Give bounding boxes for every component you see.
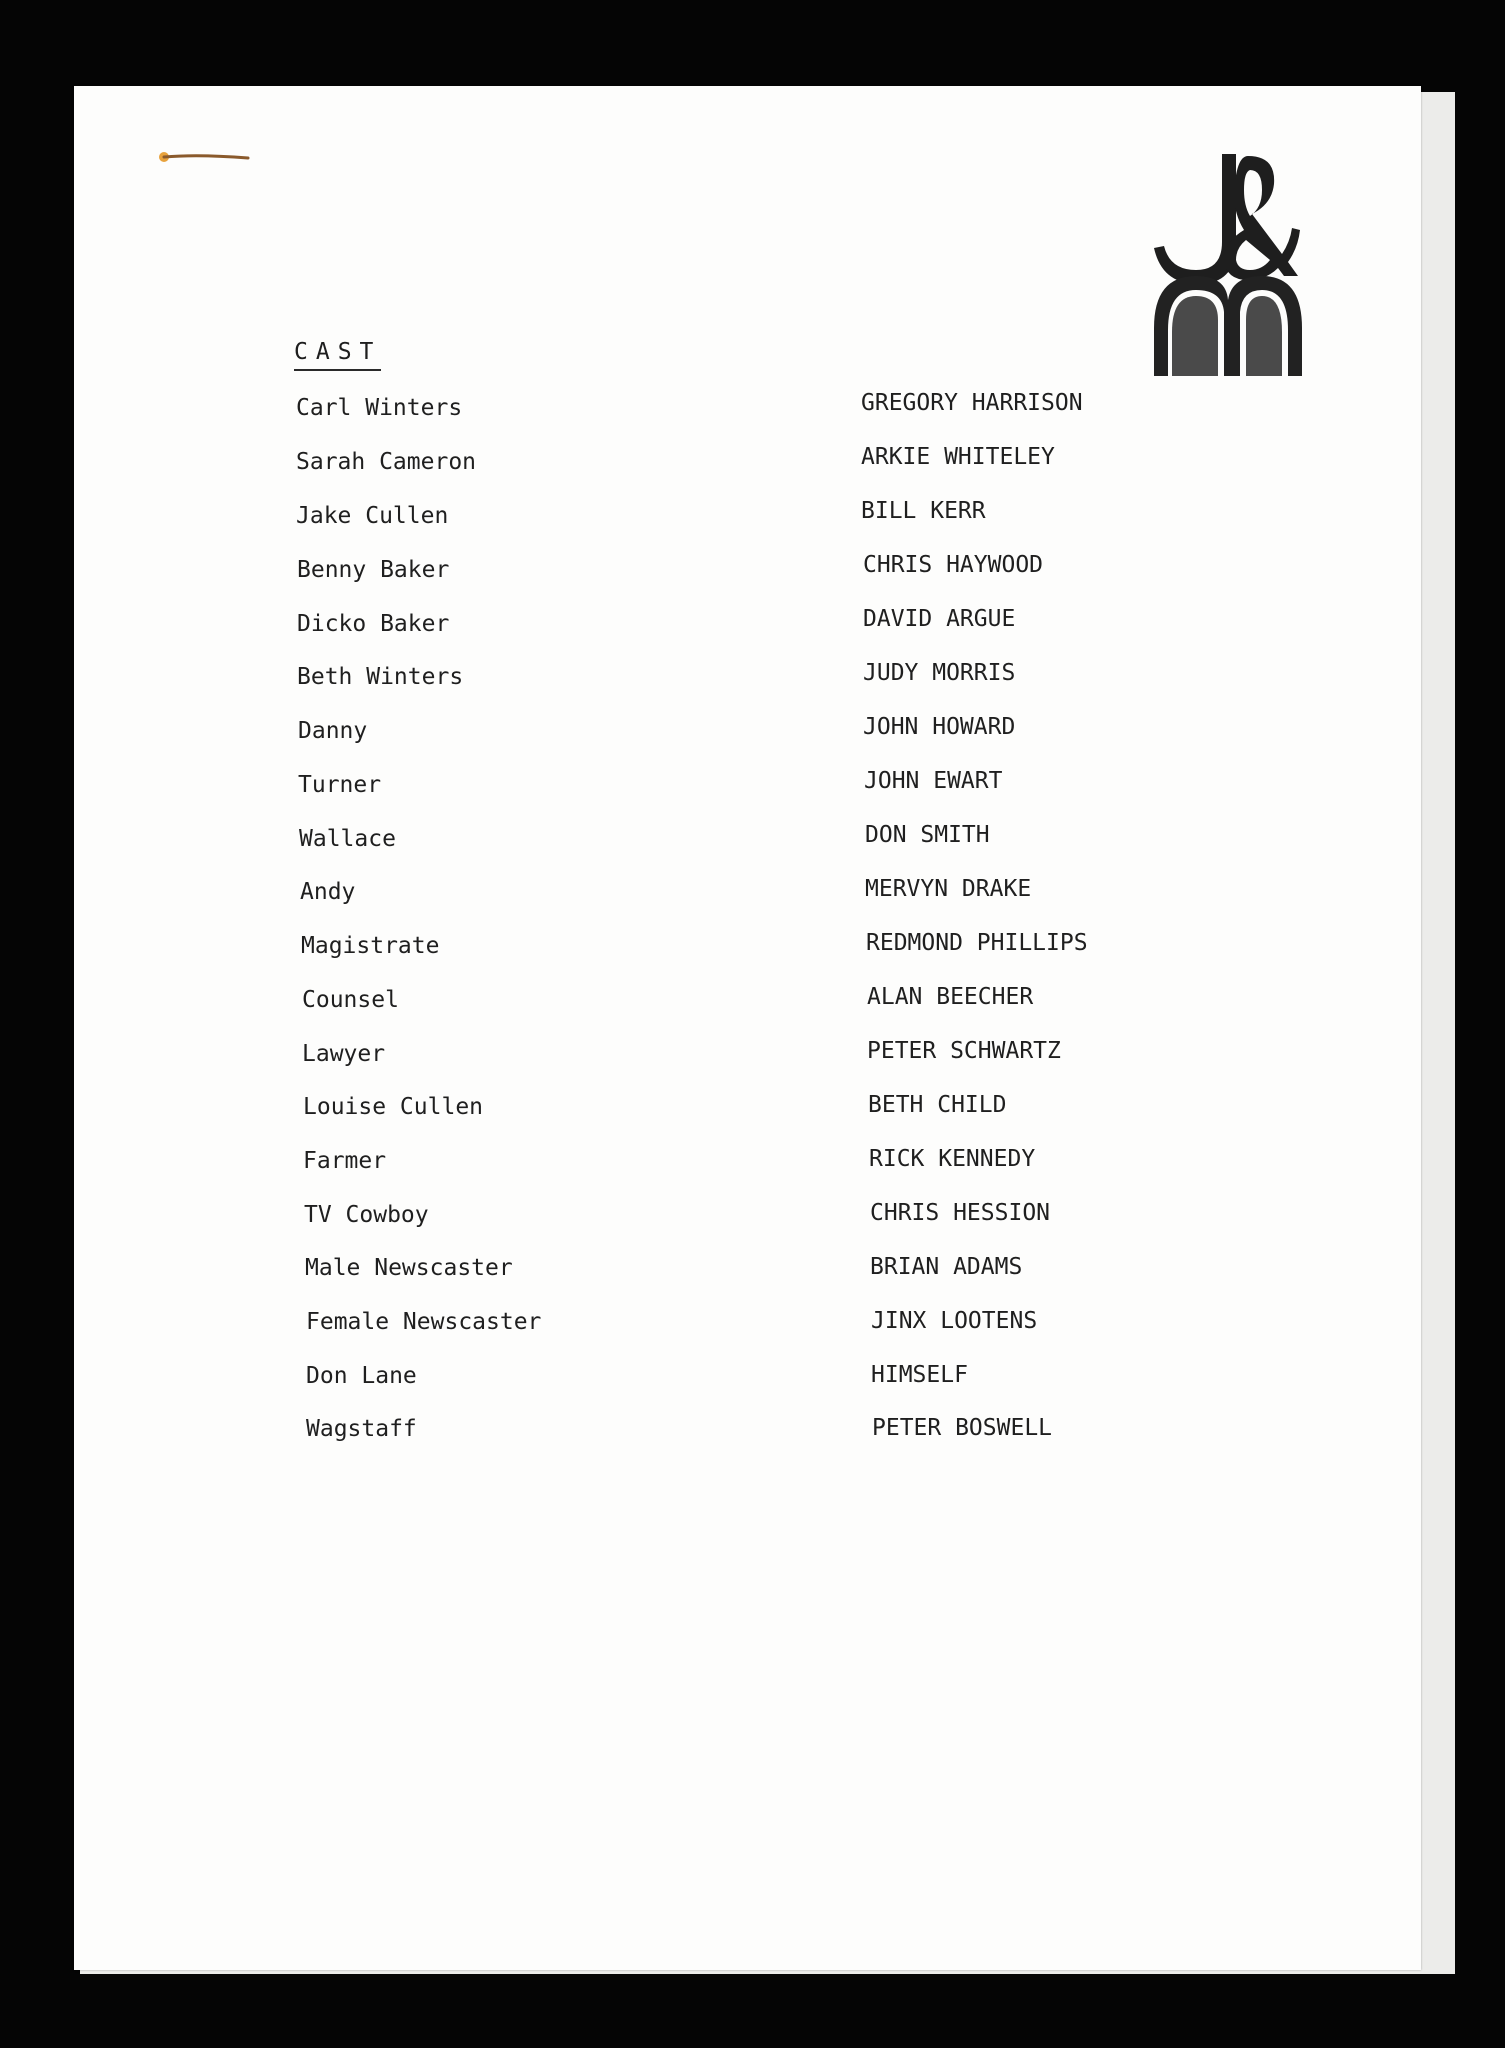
actor-name: BETH CHILD [868,1092,1007,1118]
actor-name: RICK KENNEDY [869,1146,1036,1172]
cast-row [305,1253,1205,1287]
actor-name: BRIAN ADAMS [870,1254,1023,1280]
cast-row [302,1039,1202,1073]
cast-heading: CAST [294,338,381,371]
actor-name: GREGORY HARRISON [861,390,1083,416]
actor-name: REDMOND PHILLIPS [866,930,1088,956]
cast-row [296,444,1196,481]
actor-name: HIMSELF [871,1362,968,1388]
actor-name: ALAN BEECHER [867,984,1034,1010]
cast-row [304,1200,1204,1234]
actor-name: DON SMITH [865,822,990,848]
role-name: Lawyer [302,1041,386,1067]
cast-row [297,662,1197,696]
actor-name: JINX LOOTENS [871,1308,1038,1334]
role-name: Female Newscaster [306,1309,542,1335]
role-name: Danny [298,718,368,744]
cast-row [298,716,1198,750]
role-name: Jake Cullen [296,503,449,529]
role-name: TV Cowboy [304,1202,429,1228]
role-name: Male Newscaster [305,1255,513,1281]
actor-name: ARKIE WHITELEY [861,444,1055,470]
actor-name: JOHN EWART [864,768,1003,794]
role-name: Dicko Baker [297,611,450,637]
actor-name: MERVYN DRAKE [865,876,1032,902]
role-name: Sarah Cameron [296,449,477,475]
cast-row [303,1092,1203,1126]
actor-name: CHRIS HESSION [870,1200,1051,1226]
role-name: Wallace [299,826,396,852]
cast-row [298,770,1198,804]
actor-name: PETER BOSWELL [872,1415,1053,1441]
cast-row [299,824,1199,858]
role-name: Don Lane [306,1363,417,1389]
cast-row [303,1146,1203,1180]
role-name: Farmer [303,1148,387,1174]
actor-name: JUDY MORRIS [863,660,1016,686]
cast-row [306,1361,1206,1395]
actor-name: CHRIS HAYWOOD [863,552,1044,578]
cast-row [300,877,1200,911]
role-name: Wagstaff [306,1416,417,1442]
actor-name: BILL KERR [861,498,986,524]
actor-name: DAVID ARGUE [863,606,1016,632]
cast-row [301,931,1201,965]
role-name: Turner [298,772,382,798]
cast-row [306,1307,1206,1341]
role-name: Counsel [302,987,399,1013]
role-name: Louise Cullen [303,1094,484,1120]
cast-row [302,985,1202,1019]
cast-row [296,390,1196,427]
cast-row [297,606,1197,643]
role-name: Carl Winters [296,395,463,421]
actor-name: JOHN HOWARD [863,714,1016,740]
cast-row [297,552,1197,589]
cast-row [296,498,1196,535]
role-name: Beth Winters [297,664,464,690]
role-name: Benny Baker [297,557,450,583]
actor-name: PETER SCHWARTZ [867,1038,1061,1064]
role-name: Magistrate [301,933,440,959]
role-name: Andy [300,879,356,905]
cast-row [306,1414,1206,1448]
